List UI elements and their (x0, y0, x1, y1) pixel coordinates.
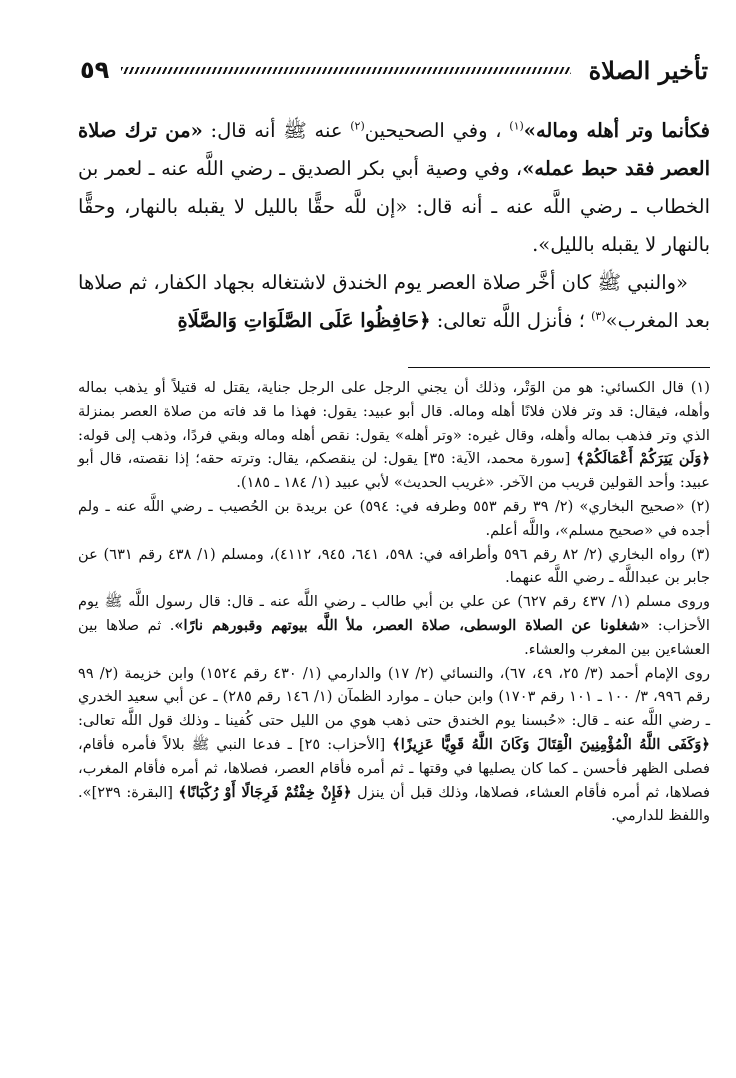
hadith-text: «من ترك صلاة العصر فقد حبط عمله» (78, 119, 711, 180)
footnote-1 (78, 376, 710, 495)
quran-verse: ﴿وَلَن يَتِرَكُمْ أَعْمَالَكُمْ﴾ (576, 450, 710, 468)
running-title: تأخير الصلاة (588, 55, 708, 85)
quran-verse: ﴿فَإِنْ خِفْتُمْ فَرِجَالًا أَوْ رُكْبَانًا﴾ (178, 783, 352, 801)
header-ornament-rule (121, 67, 570, 74)
footnote-separator (408, 367, 710, 368)
body-text: ، وفي وصية أبي بكر الصديق ـ رضي اللَّه عنه ـ لعمر بن الخطاب ـ رضي اللَّه عنه ـ أنه قال: «إن للَّه حقًّا بالليل لا يقبله بالنهار، وحقًّا بالنهار لا يقبله بالليل». (78, 157, 710, 256)
footnote-number: (١) (690, 379, 710, 396)
footnote-number: (٢) (690, 497, 710, 515)
footnote-2 (78, 495, 710, 543)
page-header (80, 50, 708, 90)
footnote-text: قال الكسائي: هو من الوَتْر، وذلك أن يجني الرجل على الرجل جناية، يقتل له قتيلاً أو يذهب بماله وأهله، فيقال: قد وتر فلان فلانًا أهله وماله. قال أبو عبيد: يقول: فهذا ما قد فاته من صلاة العصر بمنزلة الذي وتر فذهب بماله وأهله، وقال غيره: «وتر أهله» يقول: نقص أهله وماله وبقي فردًا، وذهب إلى قوله: (78, 379, 710, 444)
footnote-ref-2: (٢) (350, 119, 365, 133)
footnote-text: [سورة محمد، الآية: ٣٥] يقول: لن ينقصكم، يقال: وترته حقه؛ إذا نقصته، قال أبو عبيد: وأحد القولين قريب من الآخر. «غريب الحديث» لأبي عبيد (١/ ١٨٤ ـ ١٨٥). (78, 450, 710, 492)
footnote-text: [البقرة: ٢٣٩]». واللفظ للدارمي. (78, 783, 710, 825)
body-text: «والنبي ﷺ كان أخَّر صلاة العصر يوم الخندق لاشتغاله بجهاد الكفار، ثم صلاها بعد المغرب» (78, 271, 710, 332)
footnote-text: . ثم صلاها بين العشاءين بين المغرب والعشاء. (78, 616, 710, 658)
footnote-text: روى الإمام أحمد (٣/ ٢٥، ٤٩، ٦٧)، والنسائي (٢/ ١٧) والدارمي (١/ ٤٣٠ رقم ١٥٢٤) وابن خزيمة (٢/ ٩٩ رقم ٩٩٦، ٣/ ١٠٠ ـ ١٠١ رقم ١٧٠٣) وابن حبان ـ موارد الظمآن (١/ ١٤٦ رقم ٢٨٥) ـ عن أبي سعيد الخدري ـ رضي اللَّه عنه ـ قال: «حُبسنا يوم الخندق حتى ذهب هوي من الليل حتى كُفينا ـ وذلك قول اللَّه تعالى: (78, 664, 711, 730)
page-number: ٥٩ (80, 56, 110, 84)
footnote-3-continued-1 (78, 590, 710, 661)
hadith-text: «شغلونا عن الصلاة الوسطى، صلاة العصر، ملأ اللَّه بيوتهم وقبورهم نارًا» (174, 616, 650, 634)
body-text: ، وفي الصحيحين (364, 119, 510, 142)
footnote-text: وروى مسلم (١/ ٤٣٧ رقم ٦٢٧) عن علي بن أبي طالب ـ رضي اللَّه عنه ـ قال: قال رسول اللَّه ﷺ يوم الأحزاب: (78, 593, 710, 634)
quran-verse: ﴿حَافِظُوا عَلَى الصَّلَوَاتِ وَالصَّلَاةِ (177, 309, 431, 332)
footnotes (78, 376, 710, 828)
body-text: ؛ فأنزل اللَّه تعالى: (430, 309, 592, 332)
footnote-3 (78, 543, 710, 591)
hadith-text: فكأنما وتر أهله وماله» (523, 119, 710, 142)
main-text (78, 112, 710, 340)
footnote-text: رواه البخاري (٢/ ٨٢ رقم ٥٩٦ وأطرافه في: ٥٩٨، ٦٤١، ٩٤٥، ٤١١٢)، ومسلم (١/ ٤٣٨ رقم ٦٣١) عن جابر بن عبداللَّه ـ رضي اللَّه عنهما. (78, 545, 710, 587)
footnote-number: (٣) (690, 545, 710, 563)
footnote-text: [الأحزاب: ٢٥] ـ فدعا النبي ﷺ بلالاً فأمره فأقام، فصلى الظهر فأحسن ـ كما كان يصليها في وقتها ـ ثم أمره فأقام العصر، فصلاها، ثم أمره فأقام المغرب، فصلاها، ثم أمره فأقام العشاء، فصلاها، وذلك قبل أن ينزل (78, 735, 711, 801)
paragraph-1 (78, 112, 710, 264)
body-text: عنه ﷺ أنه قال: (202, 119, 351, 142)
footnote-text: «صحيح البخاري» (٢/ ٣٩ رقم ٥٥٣ وطرفه في: ٥٩٤) عن بريدة بن الحُصيب ـ رضي اللَّه عنه ـ ولم أجده في «صحيح مسلم»، واللَّه أعلم. (78, 497, 710, 539)
footnote-ref-3: (٣) (591, 309, 606, 323)
footnote-ref-1: (١) (509, 119, 524, 133)
quran-verse: ﴿وَكَفَى اللَّهُ الْمُؤْمِنِينَ الْقِتَالَ وَكَانَ اللَّهُ قَوِيًّا عَزِيزًا﴾ (392, 735, 710, 753)
paragraph-2 (78, 264, 710, 340)
footnote-3-continued-2 (78, 662, 710, 829)
